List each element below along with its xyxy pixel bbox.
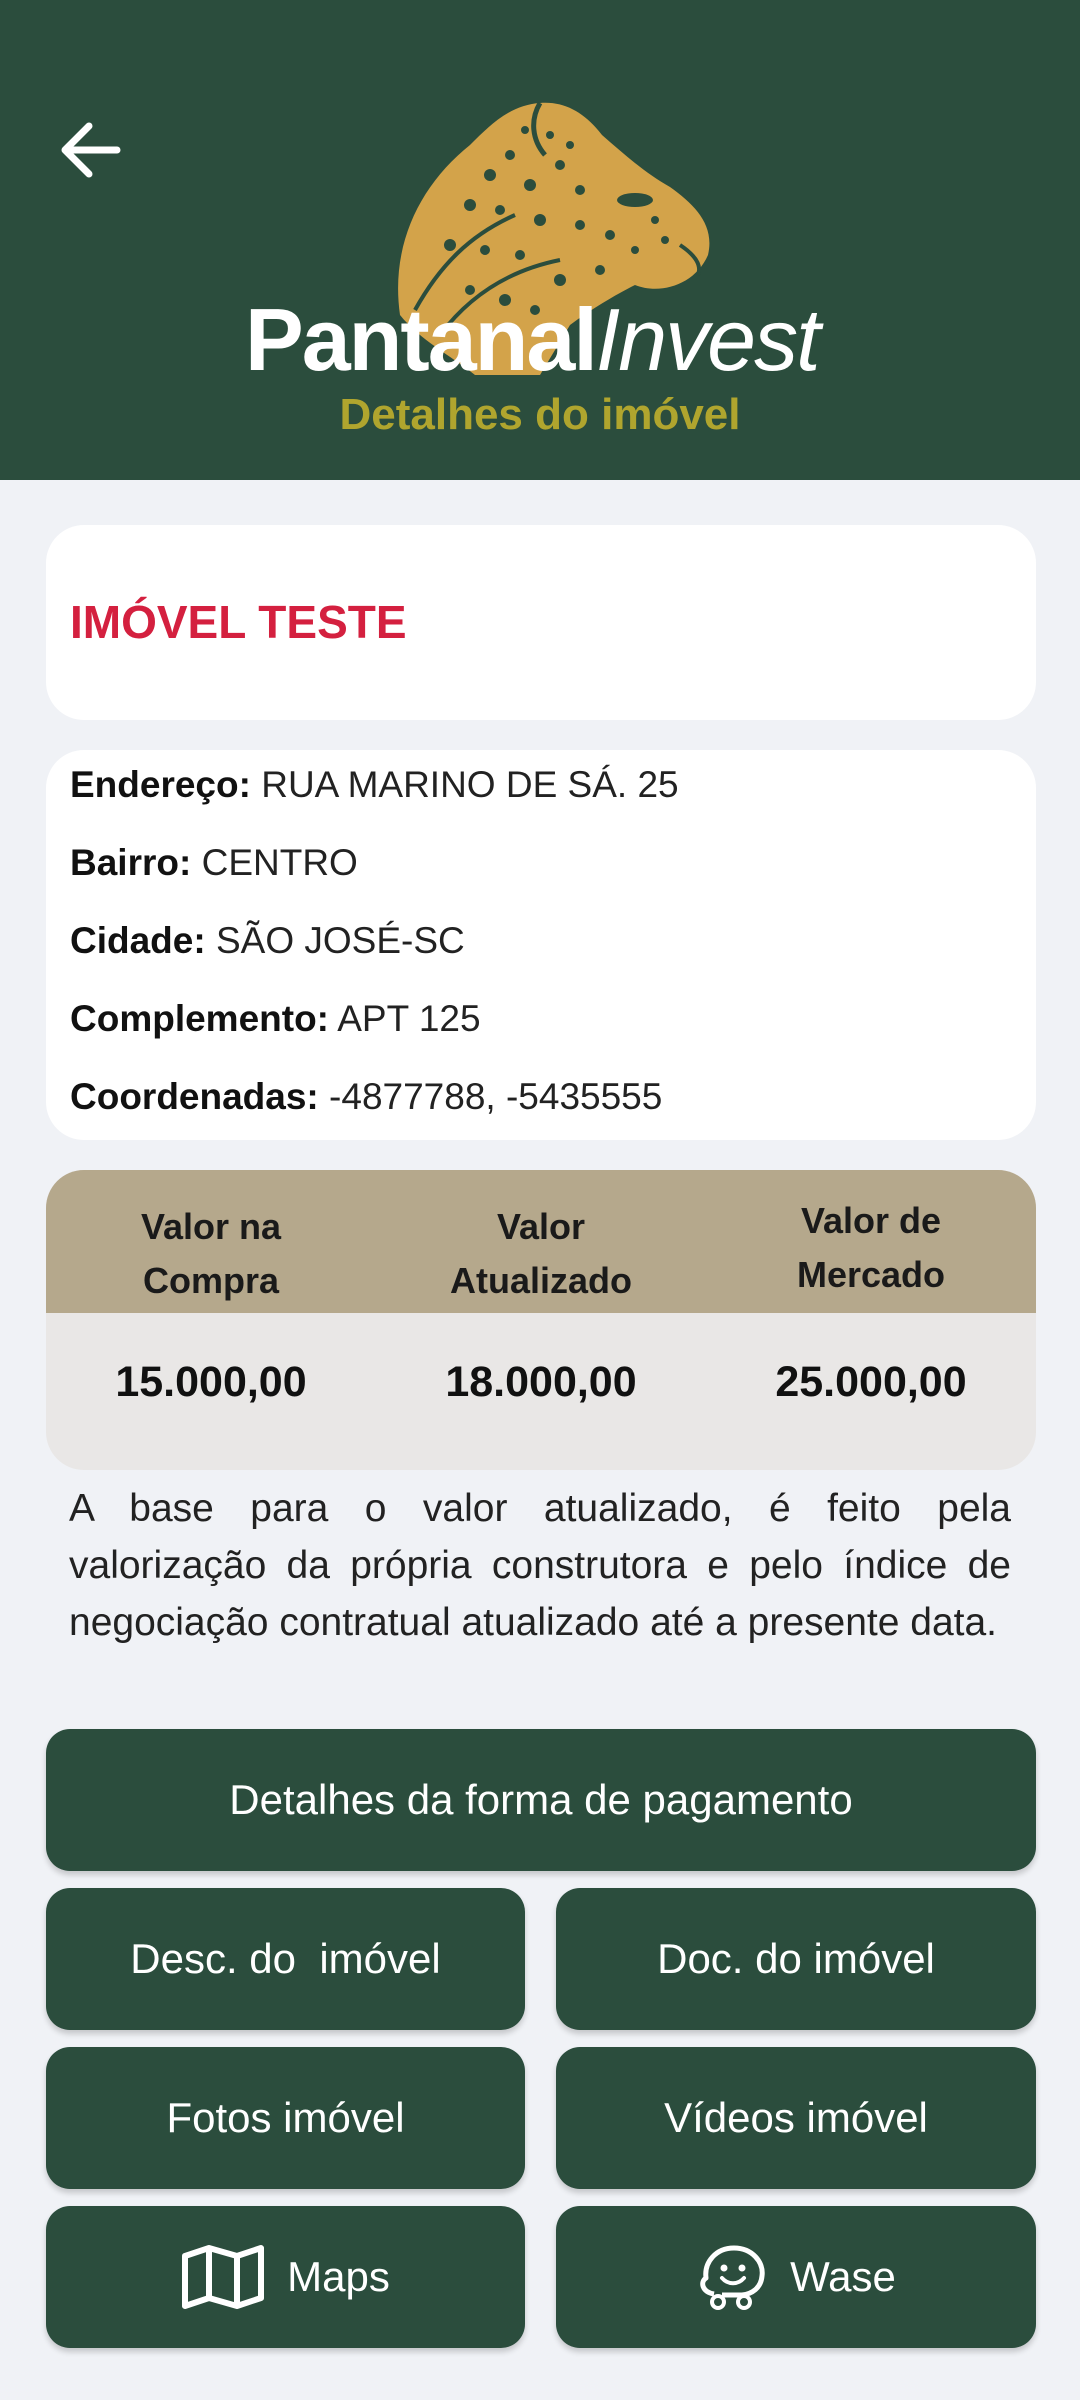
complement-label: Complemento: <box>70 998 329 1039</box>
property-description-button[interactable] <box>46 1888 525 2030</box>
market-value-header <box>706 1194 1036 1302</box>
market-value: 25.000,00 <box>775 1358 967 1406</box>
purchase-header-line2: Compra <box>142 1260 280 1301</box>
city-value: SÃO JOSÉ-SC <box>215 920 465 961</box>
waze-icon <box>696 2242 768 2312</box>
city-row <box>70 920 465 962</box>
property-title: IMÓVEL TESTE <box>70 596 407 648</box>
address-label: Endereço: <box>70 764 251 805</box>
property-documents-button[interactable] <box>556 1888 1036 2030</box>
property-videos-label: Vídeos imóvel <box>664 2094 928 2141</box>
property-photos-label: Fotos imóvel <box>166 2094 405 2141</box>
purchase-value-header <box>46 1200 376 1308</box>
waze-label: Wase <box>790 2253 896 2300</box>
neighborhood-value: CENTRO <box>201 842 358 883</box>
brand-bold: Pantanal <box>245 290 596 389</box>
updated-value: 18.000,00 <box>445 1358 637 1406</box>
property-videos-button[interactable] <box>556 2047 1036 2189</box>
purchase-value: 15.000,00 <box>115 1358 307 1406</box>
updated-value-header <box>376 1200 706 1308</box>
valuation-note: A base para o valor atualizado, é feito pela valorização da própria construtora e pelo índice de negociação contratual atualizado até a presente data. <box>69 1487 1011 1644</box>
payment-details-label: Detalhes da forma de pagamento <box>229 1776 853 1823</box>
coordinates-value: -4877788, -5435555 <box>329 1076 663 1117</box>
property-documents-label: Doc. do imóvel <box>657 1935 935 1982</box>
arrow-left-icon <box>55 115 125 185</box>
payment-details-button[interactable] <box>46 1729 1036 1871</box>
property-description-label: Desc. do imóvel <box>130 1935 441 1982</box>
maps-label: Maps <box>287 2253 390 2300</box>
updated-header-line2: Atualizado <box>449 1260 632 1301</box>
complement-value: APT 125 <box>337 998 481 1039</box>
brand-light: Invest <box>595 290 819 389</box>
purchase-header-line1: Valor na <box>140 1206 282 1247</box>
back-button[interactable] <box>50 110 130 190</box>
waze-button[interactable] <box>556 2206 1036 2348</box>
address-value: RUA MARINO DE SÁ. 25 <box>261 764 679 805</box>
complement-row <box>70 998 481 1040</box>
market-header-line2: Mercado <box>796 1254 946 1295</box>
coordinates-row <box>70 1076 662 1118</box>
property-info-card <box>46 750 1036 1140</box>
page-subtitle: Detalhes do imóvel <box>339 390 741 439</box>
property-title-card <box>46 525 1036 720</box>
values-table <box>46 1170 1036 1470</box>
brand-wordmark <box>245 290 819 390</box>
address-row <box>70 764 679 806</box>
map-icon <box>181 2244 265 2310</box>
market-header-line1: Valor de <box>800 1200 942 1241</box>
updated-header-line1: Valor <box>496 1206 586 1247</box>
app-header <box>0 0 1080 480</box>
city-label: Cidade: <box>70 920 206 961</box>
property-photos-button[interactable] <box>46 2047 525 2189</box>
neighborhood-row <box>70 842 358 884</box>
coordinates-label: Coordenadas: <box>70 1076 319 1117</box>
neighborhood-label: Bairro: <box>70 842 192 883</box>
maps-button[interactable] <box>46 2206 525 2348</box>
